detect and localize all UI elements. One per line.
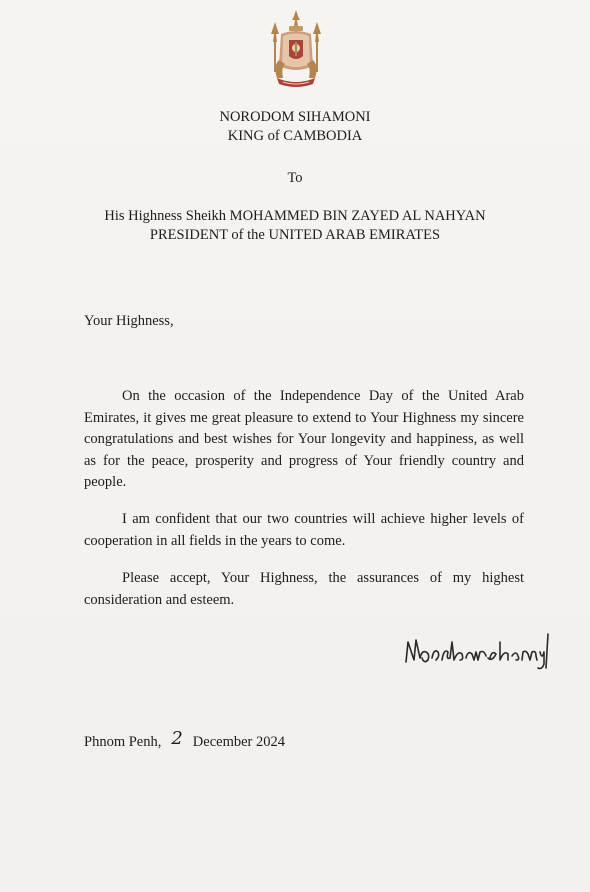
month-year: December 2024 — [192, 734, 285, 750]
place: Phnom Penh, — [84, 734, 162, 750]
handwritten-day: 2 — [171, 728, 183, 749]
sender-name: NORODOM SIHAMONI — [219, 109, 371, 125]
sender-title: KING of CAMBODIA — [227, 128, 363, 144]
paragraph-3: Please accept, Your Highness, the assurances of my highest consideration and esteem. — [84, 570, 524, 608]
sender-block — [0, 108, 590, 146]
to-label: To — [287, 170, 303, 186]
recipient-title: PRESIDENT of the UNITED ARAB EMIRATES — [149, 227, 441, 243]
greeting: Your Highness, — [84, 313, 174, 329]
paragraph-2: I am confident that our two countries will achieve higher levels of cooperation in all fields in the years to come. — [84, 511, 524, 549]
date-line — [84, 728, 285, 752]
paragraph-1: On the occasion of the Independence Day of the United Arab Emirates, it gives me great pleasure to extend to Your Highness my sincere congratulations and best wishes for Your longevity and happiness, as well as for the peace, prosperity and progress of Your friendly country and people. — [84, 388, 524, 490]
recipient-block — [0, 207, 590, 245]
handwritten-signature — [402, 628, 552, 672]
recipient-name: His Highness Sheikh MOHAMMED BIN ZAYED AL NAHYAN — [104, 208, 486, 224]
royal-coat-of-arms-icon — [267, 8, 325, 92]
